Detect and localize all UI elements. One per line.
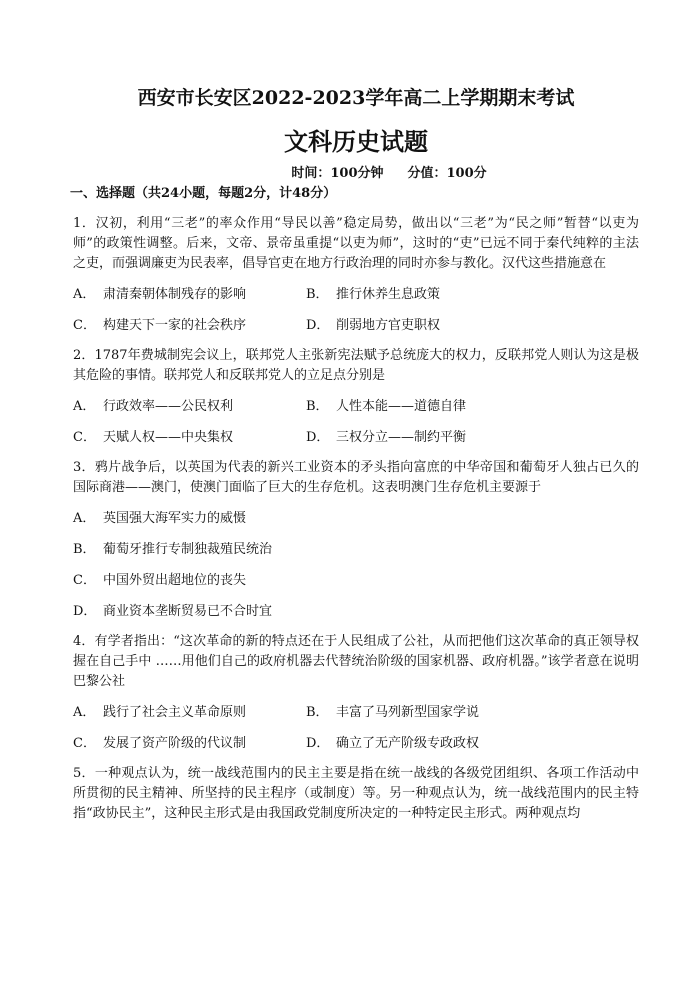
question-options [73, 703, 639, 753]
question-2 [73, 346, 639, 447]
section-heading: 一、选择题（共24小题，每题2分，计48分） [70, 186, 337, 201]
question-options [73, 397, 639, 447]
option-c[interactable]: C． 天赋人权——中央集权 [73, 430, 234, 445]
exam-score: 分值：100分 [407, 166, 487, 181]
question-stem: 5．一种观点认为，统一战线范围内的民主主要是指在统一战线的各级党团组织、各项工作活动中所贯彻的民主精神、所坚持的民主程序（或制度）等。另一种观点认为，统一战线范围内的民主特指“政协民主”，这种民主形式是由我国政党制度所决定的一种特定民主形式。两种观点均 [73, 766, 639, 821]
option-a[interactable]: A． 肃清秦朝体制残存的影响 [73, 287, 247, 302]
option-d[interactable]: D． 商业资本垄断贸易已不合时宜 [73, 604, 273, 619]
subject-title: 文科历史试题 [284, 127, 428, 156]
option-b[interactable]: B． 丰富了马列新型国家学说 [306, 705, 480, 720]
question-1 [73, 214, 639, 335]
question-options [73, 285, 639, 335]
option-a[interactable]: A． 行政效率——公民权利 [73, 399, 234, 414]
question-5 [73, 764, 639, 824]
question-stem: 1．汉初，利用“三老”的率众作用“导民以善”稳定局势，做出以“三老”为“民之师”暂替“以吏为师”的政策性调整。后来，文帝、景帝虽重提“以吏为师”，这时的“吏”已远不同于秦代纯粹的主法之吏，而强调廉吏为民表率，倡导官吏在地方行政治理的同时亦参与教化。汉代这些措施意在 [73, 216, 639, 271]
question-3 [73, 458, 639, 621]
option-d[interactable]: D． 削弱地方官吏职权 [306, 318, 441, 333]
question-4 [73, 632, 639, 753]
option-b[interactable]: B． 葡萄牙推行专制独裁殖民统治 [73, 542, 273, 557]
question-stem: 4．有学者指出：“这次革命的新的特点还在于人民组成了公社，从而把他们这次革命的真正领导权握在自己手中 ……用他们自己的政府机器去代替统治阶级的国家机器、政府机器。”该学者意在说明巴黎公社 [73, 634, 639, 689]
option-d[interactable]: D． 确立了无产阶级专政政权 [306, 736, 480, 751]
exam-time: 时间：100分钟 [291, 166, 384, 181]
exam-title: 西安市长安区2022-2023学年高二上学期期末考试 [137, 87, 575, 109]
option-a[interactable]: A． 践行了社会主义革命原则 [73, 705, 247, 720]
option-c[interactable]: C． 中国外贸出超地位的丧失 [73, 573, 247, 588]
option-a[interactable]: A． 英国强大海军实力的威慑 [73, 511, 247, 526]
option-c[interactable]: C． 发展了资产阶级的代议制 [73, 736, 247, 751]
option-c[interactable]: C． 构建天下一家的社会秩序 [73, 318, 247, 333]
option-b[interactable]: B． 推行休养生息政策 [306, 287, 441, 302]
option-b[interactable]: B． 人性本能——道德自律 [306, 399, 467, 414]
question-stem: 2．1787年费城制宪会议上，联邦党人主张新宪法赋予总统庞大的权力，反联邦党人则认为这是极其危险的事情。联邦党人和反联邦党人的立足点分别是 [73, 348, 639, 383]
option-d[interactable]: D． 三权分立——制约平衡 [306, 430, 467, 445]
exam-meta [139, 165, 639, 183]
question-stem: 3．鸦片战争后，以英国为代表的新兴工业资本的矛头指向富庶的中华帝国和葡萄牙人独占已久的国际商港——澳门，使澳门面临了巨大的生存危机。这表明澳门生存危机主要源于 [73, 460, 639, 495]
question-options [73, 509, 639, 621]
